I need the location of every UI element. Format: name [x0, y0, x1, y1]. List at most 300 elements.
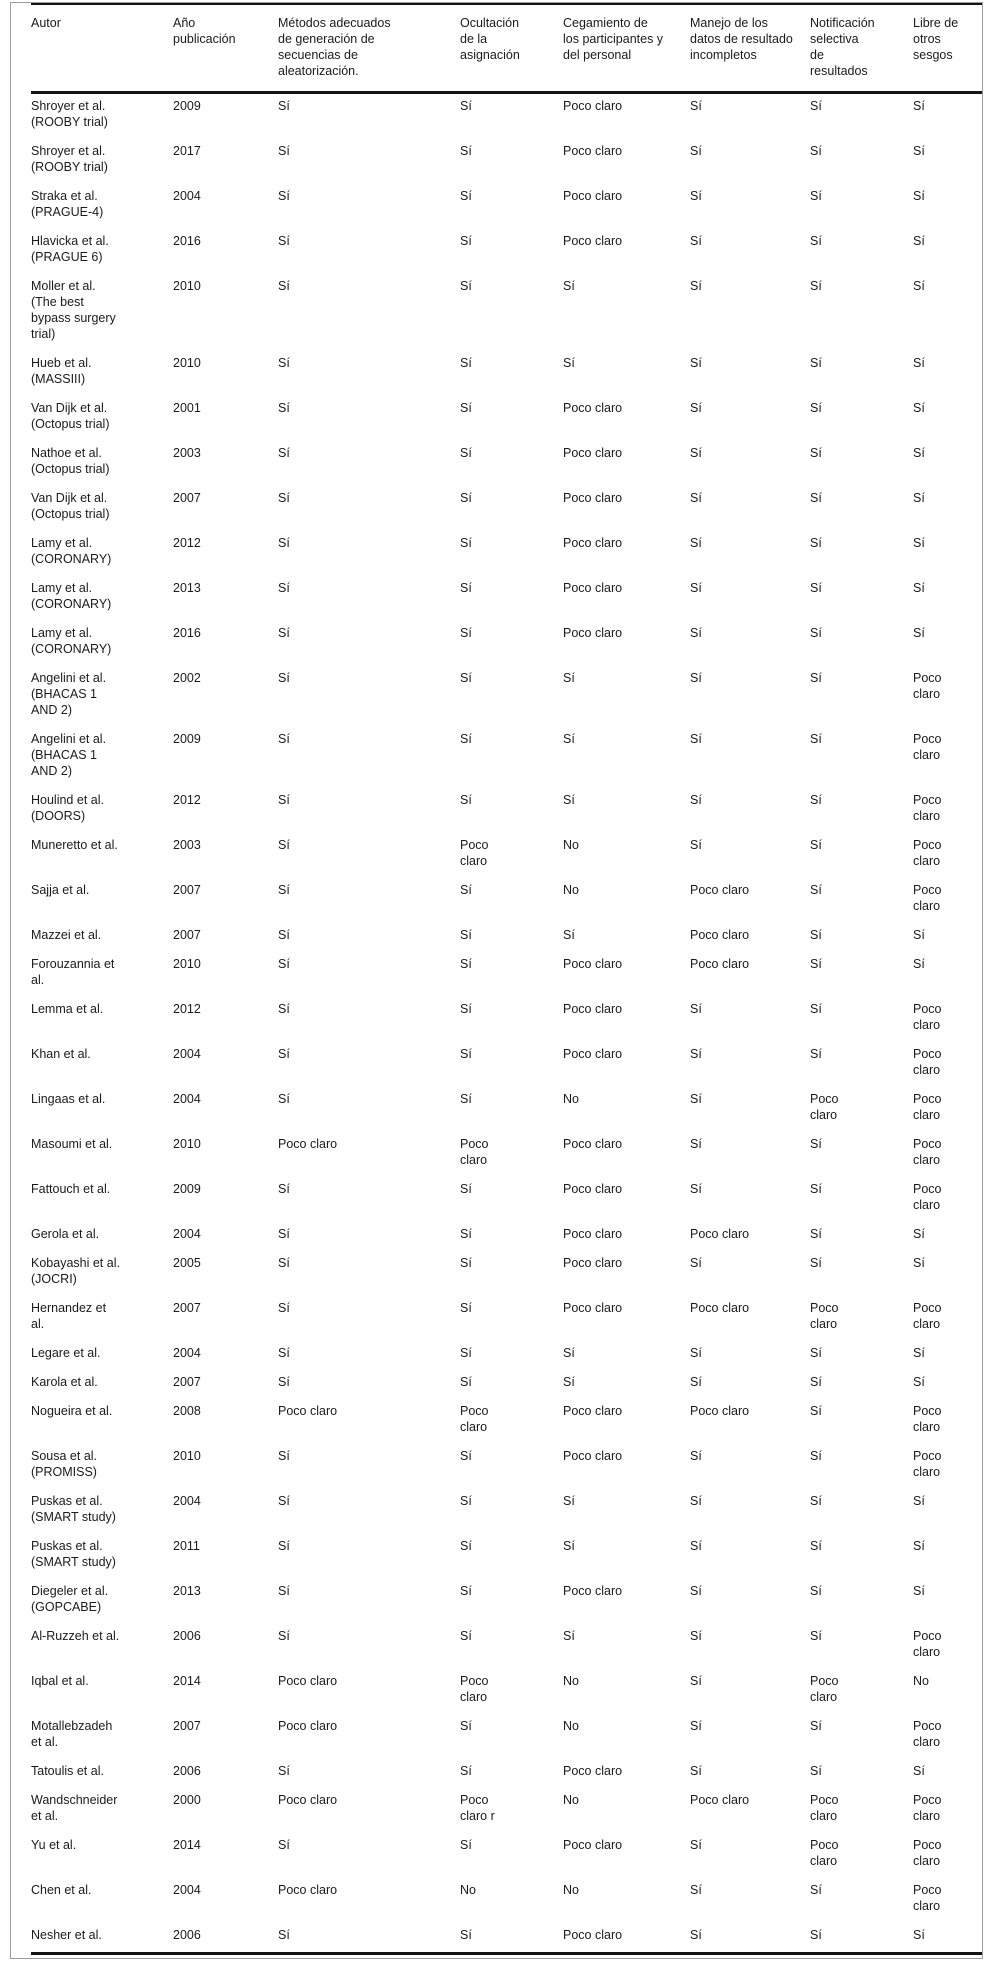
- rating-cell-blinding: No: [563, 838, 579, 852]
- table-row: [31, 576, 982, 621]
- rating-cell-selective-reporting: Sí: [810, 1404, 822, 1418]
- rating-cell-blinding: Poco claro: [563, 1002, 623, 1016]
- rating-cell-sequence-generation: Sí: [278, 1764, 290, 1778]
- rating-cell-sequence-generation: Sí: [278, 189, 290, 203]
- rating-cell-incomplete-data: Sí: [690, 671, 702, 685]
- author-cell: Van Dijk et al. (Octopus trial): [31, 491, 110, 521]
- column-header: Ocultación de la asignación: [460, 4, 563, 93]
- rating-cell-incomplete-data: Sí: [690, 838, 702, 852]
- rating-cell-selective-reporting: Sí: [810, 1584, 822, 1598]
- author-cell: Nesher et al.: [31, 1928, 102, 1942]
- author-cell: Forouzannia et al.: [31, 957, 115, 987]
- year-cell: 2006: [173, 1764, 201, 1778]
- rating-cell-selective-reporting: Sí: [810, 279, 822, 293]
- table-row: [31, 1087, 982, 1132]
- rating-cell-other-bias: Sí: [913, 1346, 925, 1360]
- rating-cell-blinding: Poco claro: [563, 1449, 623, 1463]
- rating-cell-other-bias: Poco claro: [913, 1002, 942, 1032]
- rating-cell-incomplete-data: Sí: [690, 1449, 702, 1463]
- year-cell: 2010: [173, 279, 201, 293]
- rating-cell-blinding: Poco claro: [563, 1256, 623, 1270]
- rating-cell-selective-reporting: Sí: [810, 144, 822, 158]
- rating-cell-allocation-concealment: Poco claro: [460, 1674, 489, 1704]
- year-cell: 2017: [173, 144, 201, 158]
- rating-cell-allocation-concealment: Sí: [460, 1047, 472, 1061]
- table-row: [31, 1833, 982, 1878]
- rating-cell-incomplete-data: Sí: [690, 1047, 702, 1061]
- column-header: Autor: [31, 4, 173, 93]
- rating-cell-sequence-generation: Sí: [278, 1928, 290, 1942]
- column-header: Métodos adecuados de generación de secuencias de aleatorización.: [278, 4, 460, 93]
- year-cell: 2012: [173, 793, 201, 807]
- rating-cell-incomplete-data: Poco claro: [690, 1227, 750, 1241]
- rating-cell-sequence-generation: Sí: [278, 99, 290, 113]
- table-row: [31, 788, 982, 833]
- table-row: [31, 1370, 982, 1399]
- year-cell: 2006: [173, 1928, 201, 1942]
- year-cell: 2003: [173, 838, 201, 852]
- rating-cell-selective-reporting: Sí: [810, 1539, 822, 1553]
- rating-cell-sequence-generation: Sí: [278, 1629, 290, 1643]
- rating-cell-sequence-generation: Sí: [278, 1539, 290, 1553]
- rating-cell-allocation-concealment: Sí: [460, 1092, 472, 1106]
- table-row: [31, 1923, 982, 1954]
- rating-cell-other-bias: No: [913, 1674, 929, 1688]
- year-cell: 2012: [173, 536, 201, 550]
- year-cell: 2013: [173, 581, 201, 595]
- rating-cell-incomplete-data: Sí: [690, 1494, 702, 1508]
- table-row: [31, 621, 982, 666]
- rating-cell-incomplete-data: Sí: [690, 793, 702, 807]
- table-row: [31, 1444, 982, 1489]
- rating-cell-sequence-generation: Sí: [278, 1092, 290, 1106]
- table-row: [31, 1296, 982, 1341]
- rating-cell-sequence-generation: Sí: [278, 732, 290, 746]
- rating-cell-blinding: Sí: [563, 1346, 575, 1360]
- rating-cell-other-bias: Poco claro: [913, 732, 942, 762]
- table-frame: [10, 2, 983, 1959]
- rating-cell-allocation-concealment: Sí: [460, 732, 472, 746]
- rating-cell-sequence-generation: Poco claro: [278, 1137, 338, 1151]
- rating-cell-sequence-generation: Sí: [278, 1838, 290, 1852]
- rating-cell-other-bias: Sí: [913, 626, 925, 640]
- rating-cell-selective-reporting: Sí: [810, 1137, 822, 1151]
- risk-of-bias-table: [31, 3, 982, 1955]
- rating-cell-blinding: No: [563, 1674, 579, 1688]
- year-cell: 2004: [173, 1346, 201, 1360]
- rating-cell-other-bias: Sí: [913, 1494, 925, 1508]
- rating-cell-blinding: Poco claro: [563, 189, 623, 203]
- rating-cell-blinding: Sí: [563, 732, 575, 746]
- column-header: Libre de otros sesgos: [913, 4, 982, 93]
- rating-cell-selective-reporting: Sí: [810, 356, 822, 370]
- author-cell: Lamy et al. (CORONARY): [31, 626, 112, 656]
- rating-cell-selective-reporting: Sí: [810, 1002, 822, 1016]
- rating-cell-selective-reporting: Poco claro: [810, 1793, 839, 1823]
- author-cell: Moller et al. (The best bypass surgery trial): [31, 279, 116, 341]
- rating-cell-selective-reporting: Poco claro: [810, 1092, 839, 1122]
- author-cell: Nathoe et al. (Octopus trial): [31, 446, 110, 476]
- table-row: [31, 952, 982, 997]
- rating-cell-sequence-generation: Sí: [278, 626, 290, 640]
- table-row: [31, 666, 982, 727]
- rating-cell-selective-reporting: Sí: [810, 1182, 822, 1196]
- year-cell: 2007: [173, 491, 201, 505]
- rating-cell-other-bias: Poco claro: [913, 1719, 942, 1749]
- rating-cell-selective-reporting: Sí: [810, 1449, 822, 1463]
- rating-cell-allocation-concealment: Sí: [460, 793, 472, 807]
- rating-cell-incomplete-data: Sí: [690, 279, 702, 293]
- table-row: [31, 997, 982, 1042]
- rating-cell-allocation-concealment: Sí: [460, 1449, 472, 1463]
- rating-cell-selective-reporting: Poco claro: [810, 1838, 839, 1868]
- rating-cell-selective-reporting: Sí: [810, 838, 822, 852]
- table-row: [31, 1714, 982, 1759]
- year-cell: 2002: [173, 671, 201, 685]
- rating-cell-incomplete-data: Sí: [690, 356, 702, 370]
- rating-cell-sequence-generation: Sí: [278, 1375, 290, 1389]
- rating-cell-other-bias: Poco claro: [913, 838, 942, 868]
- rating-cell-selective-reporting: Poco claro: [810, 1674, 839, 1704]
- rating-cell-selective-reporting: Sí: [810, 446, 822, 460]
- rating-cell-allocation-concealment: Sí: [460, 491, 472, 505]
- rating-cell-selective-reporting: Sí: [810, 1719, 822, 1733]
- author-cell: Mazzei et al.: [31, 928, 102, 942]
- rating-cell-other-bias: Poco claro: [913, 1404, 942, 1434]
- rating-cell-blinding: Poco claro: [563, 957, 623, 971]
- rating-cell-incomplete-data: Sí: [690, 1764, 702, 1778]
- rating-cell-incomplete-data: Sí: [690, 144, 702, 158]
- rating-cell-allocation-concealment: Sí: [460, 1584, 472, 1598]
- table-body: [31, 93, 982, 1954]
- rating-cell-blinding: Sí: [563, 671, 575, 685]
- author-cell: Angelini et al. (BHACAS 1 AND 2): [31, 732, 107, 778]
- rating-cell-sequence-generation: Poco claro: [278, 1674, 338, 1688]
- rating-cell-other-bias: Poco claro: [913, 1883, 942, 1913]
- rating-cell-incomplete-data: Sí: [690, 491, 702, 505]
- rating-cell-incomplete-data: Sí: [690, 401, 702, 415]
- table-row: [31, 93, 982, 140]
- rating-cell-sequence-generation: Poco claro: [278, 1793, 338, 1807]
- rating-cell-other-bias: Sí: [913, 279, 925, 293]
- rating-cell-allocation-concealment: Sí: [460, 957, 472, 971]
- rating-cell-sequence-generation: Sí: [278, 279, 290, 293]
- rating-cell-other-bias: Sí: [913, 1584, 925, 1598]
- year-cell: 2007: [173, 1719, 201, 1733]
- rating-cell-allocation-concealment: Poco claro r: [460, 1793, 495, 1823]
- rating-cell-selective-reporting: Sí: [810, 928, 822, 942]
- rating-cell-incomplete-data: Sí: [690, 99, 702, 113]
- rating-cell-sequence-generation: Sí: [278, 957, 290, 971]
- rating-cell-sequence-generation: Sí: [278, 793, 290, 807]
- rating-cell-selective-reporting: Sí: [810, 581, 822, 595]
- rating-cell-allocation-concealment: Sí: [460, 928, 472, 942]
- rating-cell-selective-reporting: Sí: [810, 1764, 822, 1778]
- year-cell: 2001: [173, 401, 201, 415]
- rating-cell-incomplete-data: Sí: [690, 1629, 702, 1643]
- author-cell: Lamy et al. (CORONARY): [31, 536, 112, 566]
- table-row: [31, 1788, 982, 1833]
- rating-cell-incomplete-data: Sí: [690, 1002, 702, 1016]
- rating-cell-incomplete-data: Poco claro: [690, 883, 750, 897]
- rating-cell-allocation-concealment: Sí: [460, 1227, 472, 1241]
- rating-cell-allocation-concealment: No: [460, 1883, 476, 1897]
- year-cell: 2012: [173, 1002, 201, 1016]
- year-cell: 2010: [173, 356, 201, 370]
- rating-cell-blinding: Poco claro: [563, 446, 623, 460]
- rating-cell-selective-reporting: Sí: [810, 1883, 822, 1897]
- rating-cell-allocation-concealment: Sí: [460, 401, 472, 415]
- author-cell: Angelini et al. (BHACAS 1 AND 2): [31, 671, 107, 717]
- rating-cell-incomplete-data: Sí: [690, 234, 702, 248]
- rating-cell-blinding: Poco claro: [563, 581, 623, 595]
- rating-cell-incomplete-data: Sí: [690, 1584, 702, 1598]
- rating-cell-incomplete-data: Sí: [690, 626, 702, 640]
- rating-cell-blinding: Poco claro: [563, 1838, 623, 1852]
- rating-cell-allocation-concealment: Sí: [460, 536, 472, 550]
- year-cell: 2010: [173, 1449, 201, 1463]
- table-row: [31, 274, 982, 351]
- rating-cell-selective-reporting: Sí: [810, 671, 822, 685]
- author-cell: Shroyer et al. (ROOBY trial): [31, 144, 108, 174]
- author-cell: Fattouch et al.: [31, 1182, 111, 1196]
- rating-cell-selective-reporting: Sí: [810, 626, 822, 640]
- table-row: [31, 1878, 982, 1923]
- rating-cell-blinding: Sí: [563, 928, 575, 942]
- rating-cell-selective-reporting: Sí: [810, 1256, 822, 1270]
- rating-cell-other-bias: Poco claro: [913, 1838, 942, 1868]
- rating-cell-allocation-concealment: Sí: [460, 581, 472, 595]
- author-cell: Van Dijk et al. (Octopus trial): [31, 401, 110, 431]
- rating-cell-sequence-generation: Poco claro: [278, 1404, 338, 1418]
- rating-cell-allocation-concealment: Poco claro: [460, 1137, 489, 1167]
- rating-cell-selective-reporting: Sí: [810, 1227, 822, 1241]
- rating-cell-other-bias: Poco claro: [913, 793, 942, 823]
- rating-cell-selective-reporting: Sí: [810, 401, 822, 415]
- author-cell: Puskas et al. (SMART study): [31, 1494, 116, 1524]
- author-cell: Diegeler et al. (GOPCABE): [31, 1584, 109, 1614]
- rating-cell-other-bias: Poco claro: [913, 1793, 942, 1823]
- author-cell: Nogueira et al.: [31, 1404, 113, 1418]
- rating-cell-allocation-concealment: Sí: [460, 1928, 472, 1942]
- table-row: [31, 1042, 982, 1087]
- rating-cell-allocation-concealment: Sí: [460, 1719, 472, 1733]
- year-cell: 2000: [173, 1793, 201, 1807]
- rating-cell-other-bias: Poco claro: [913, 1449, 942, 1479]
- table-row: [31, 878, 982, 923]
- rating-cell-blinding: Sí: [563, 1375, 575, 1389]
- rating-cell-incomplete-data: Poco claro: [690, 928, 750, 942]
- author-cell: Sousa et al. (PROMISS): [31, 1449, 98, 1479]
- rating-cell-blinding: Poco claro: [563, 401, 623, 415]
- rating-cell-blinding: Sí: [563, 356, 575, 370]
- rating-cell-blinding: Poco claro: [563, 1301, 623, 1315]
- rating-cell-blinding: Sí: [563, 1539, 575, 1553]
- rating-cell-sequence-generation: Sí: [278, 1494, 290, 1508]
- author-cell: Muneretto et al.: [31, 838, 118, 852]
- rating-cell-incomplete-data: Sí: [690, 1137, 702, 1151]
- author-cell: Chen et al.: [31, 1883, 92, 1897]
- rating-cell-blinding: Poco claro: [563, 1404, 623, 1418]
- rating-cell-selective-reporting: Sí: [810, 1629, 822, 1643]
- rating-cell-other-bias: Sí: [913, 1539, 925, 1553]
- rating-cell-allocation-concealment: Sí: [460, 1539, 472, 1553]
- table-row: [31, 1489, 982, 1534]
- author-cell: Lingaas et al.: [31, 1092, 106, 1106]
- author-cell: Iqbal et al.: [31, 1674, 89, 1688]
- rating-cell-other-bias: Sí: [913, 99, 925, 113]
- year-cell: 2011: [173, 1539, 200, 1553]
- rating-cell-other-bias: Sí: [913, 1375, 925, 1389]
- rating-cell-blinding: No: [563, 883, 579, 897]
- author-cell: Legare et al.: [31, 1346, 101, 1360]
- year-cell: 2010: [173, 957, 201, 971]
- author-cell: Sajja et al.: [31, 883, 90, 897]
- rating-cell-incomplete-data: Sí: [690, 1092, 702, 1106]
- page: [0, 2, 992, 1959]
- rating-cell-selective-reporting: Sí: [810, 883, 822, 897]
- year-cell: 2003: [173, 446, 201, 460]
- rating-cell-incomplete-data: Sí: [690, 1674, 702, 1688]
- rating-cell-sequence-generation: Sí: [278, 446, 290, 460]
- rating-cell-blinding: Sí: [563, 279, 575, 293]
- rating-cell-other-bias: Sí: [913, 144, 925, 158]
- rating-cell-other-bias: Sí: [913, 1256, 925, 1270]
- column-header: Notificación selectiva de resultados: [810, 4, 913, 93]
- rating-cell-blinding: Poco claro: [563, 1584, 623, 1598]
- table-row: [31, 1341, 982, 1370]
- year-cell: 2006: [173, 1629, 201, 1643]
- table-row: [31, 396, 982, 441]
- rating-cell-selective-reporting: Sí: [810, 536, 822, 550]
- rating-cell-blinding: Poco claro: [563, 491, 623, 505]
- rating-cell-sequence-generation: Sí: [278, 1256, 290, 1270]
- rating-cell-other-bias: Sí: [913, 581, 925, 595]
- author-cell: Yu et al.: [31, 1838, 77, 1852]
- rating-cell-other-bias: Sí: [913, 401, 925, 415]
- rating-cell-incomplete-data: Sí: [690, 1539, 702, 1553]
- rating-cell-sequence-generation: Sí: [278, 581, 290, 595]
- year-cell: 2007: [173, 1301, 201, 1315]
- table-row: [31, 351, 982, 396]
- rating-cell-other-bias: Sí: [913, 189, 925, 203]
- rating-cell-allocation-concealment: Sí: [460, 1002, 472, 1016]
- rating-cell-sequence-generation: Sí: [278, 401, 290, 415]
- year-cell: 2013: [173, 1584, 201, 1598]
- author-cell: Houlind et al. (DOORS): [31, 793, 104, 823]
- rating-cell-allocation-concealment: Sí: [460, 671, 472, 685]
- year-cell: 2010: [173, 1137, 201, 1151]
- table-row: [31, 1759, 982, 1788]
- author-cell: Khan et al.: [31, 1047, 91, 1061]
- rating-cell-allocation-concealment: Sí: [460, 1182, 472, 1196]
- rating-cell-other-bias: Sí: [913, 1227, 925, 1241]
- rating-cell-sequence-generation: Sí: [278, 1584, 290, 1598]
- rating-cell-blinding: Poco claro: [563, 144, 623, 158]
- year-cell: 2016: [173, 626, 201, 640]
- rating-cell-blinding: Sí: [563, 793, 575, 807]
- rating-cell-incomplete-data: Poco claro: [690, 1793, 750, 1807]
- rating-cell-incomplete-data: Sí: [690, 1182, 702, 1196]
- column-header: Cegamiento de los participantes y del personal: [563, 4, 690, 93]
- rating-cell-incomplete-data: Sí: [690, 536, 702, 550]
- table-row: [31, 1624, 982, 1669]
- rating-cell-selective-reporting: Sí: [810, 1346, 822, 1360]
- rating-cell-sequence-generation: Sí: [278, 144, 290, 158]
- author-cell: Al-Ruzzeh et al.: [31, 1629, 120, 1643]
- rating-cell-blinding: Poco claro: [563, 1764, 623, 1778]
- rating-cell-selective-reporting: Sí: [810, 793, 822, 807]
- header-row: [31, 4, 982, 93]
- author-cell: Kobayashi et al. (JOCRI): [31, 1256, 120, 1286]
- rating-cell-blinding: Poco claro: [563, 99, 623, 113]
- rating-cell-blinding: Poco claro: [563, 1227, 623, 1241]
- rating-cell-blinding: No: [563, 1092, 579, 1106]
- year-cell: 2004: [173, 1494, 201, 1508]
- table-row: [31, 727, 982, 788]
- rating-cell-other-bias: Sí: [913, 957, 925, 971]
- rating-cell-incomplete-data: Poco claro: [690, 1404, 750, 1418]
- rating-cell-blinding: Poco claro: [563, 626, 623, 640]
- rating-cell-blinding: Poco claro: [563, 234, 623, 248]
- year-cell: 2004: [173, 1092, 201, 1106]
- rating-cell-sequence-generation: Sí: [278, 1301, 290, 1315]
- rating-cell-sequence-generation: Sí: [278, 491, 290, 505]
- rating-cell-selective-reporting: Sí: [810, 491, 822, 505]
- rating-cell-blinding: Poco claro: [563, 536, 623, 550]
- rating-cell-allocation-concealment: Poco claro: [460, 838, 489, 868]
- author-cell: Hueb et al. (MASSIII): [31, 356, 92, 386]
- table-row: [31, 229, 982, 274]
- rating-cell-allocation-concealment: Sí: [460, 144, 472, 158]
- rating-cell-other-bias: Poco claro: [913, 1137, 942, 1167]
- table-row: [31, 486, 982, 531]
- author-cell: Motallebzadeh et al.: [31, 1719, 113, 1749]
- rating-cell-selective-reporting: Sí: [810, 957, 822, 971]
- column-header: Manejo de los datos de resultado incompletos: [690, 4, 810, 93]
- rating-cell-sequence-generation: Sí: [278, 928, 290, 942]
- rating-cell-sequence-generation: Sí: [278, 1002, 290, 1016]
- rating-cell-incomplete-data: Poco claro: [690, 957, 750, 971]
- rating-cell-sequence-generation: Poco claro: [278, 1883, 338, 1897]
- rating-cell-allocation-concealment: Poco claro: [460, 1404, 489, 1434]
- table-row: [31, 1251, 982, 1296]
- year-cell: 2014: [173, 1838, 201, 1852]
- author-cell: Karola et al.: [31, 1375, 98, 1389]
- table-row: [31, 1579, 982, 1624]
- rating-cell-selective-reporting: Poco claro: [810, 1301, 839, 1331]
- author-cell: Puskas et al. (SMART study): [31, 1539, 116, 1569]
- rating-cell-blinding: Poco claro: [563, 1928, 623, 1942]
- rating-cell-allocation-concealment: Sí: [460, 279, 472, 293]
- rating-cell-incomplete-data: Sí: [690, 1883, 702, 1897]
- column-header: Año publicación: [173, 4, 278, 93]
- table-row: [31, 1534, 982, 1579]
- rating-cell-other-bias: Sí: [913, 928, 925, 942]
- rating-cell-other-bias: Sí: [913, 1928, 925, 1942]
- rating-cell-other-bias: Sí: [913, 356, 925, 370]
- table-row: [31, 1669, 982, 1714]
- rating-cell-selective-reporting: Sí: [810, 1375, 822, 1389]
- rating-cell-incomplete-data: Sí: [690, 1375, 702, 1389]
- rating-cell-sequence-generation: Sí: [278, 838, 290, 852]
- rating-cell-incomplete-data: Sí: [690, 1719, 702, 1733]
- rating-cell-other-bias: Sí: [913, 536, 925, 550]
- rating-cell-allocation-concealment: Sí: [460, 1256, 472, 1270]
- rating-cell-other-bias: Sí: [913, 234, 925, 248]
- rating-cell-sequence-generation: Sí: [278, 234, 290, 248]
- rating-cell-selective-reporting: Sí: [810, 1494, 822, 1508]
